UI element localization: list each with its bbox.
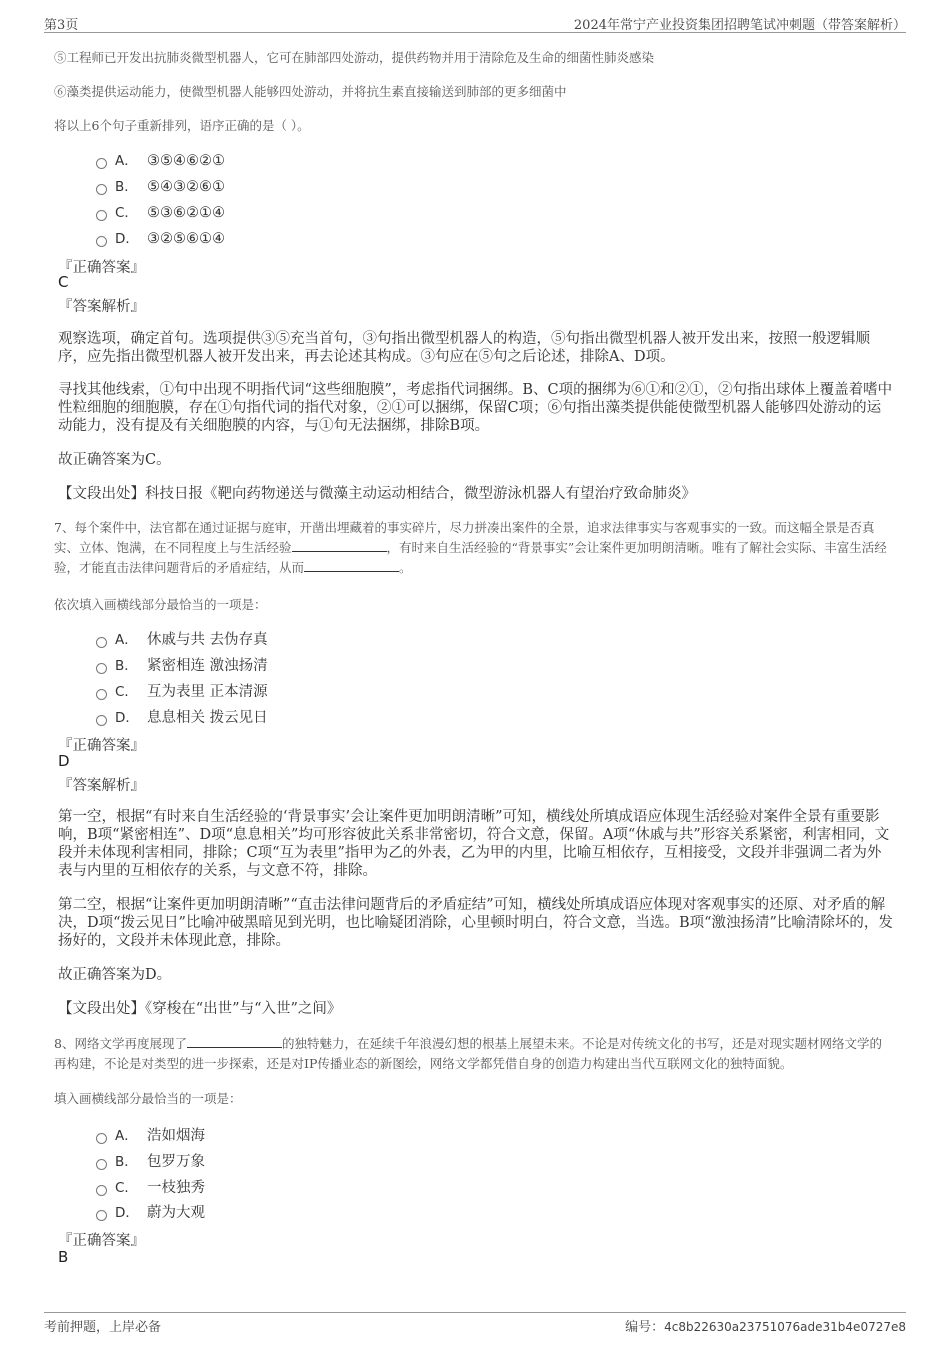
answer-value: B [58,1248,69,1266]
radio-icon[interactable] [96,158,107,169]
page-number: 第3页 [44,18,79,33]
radio-icon[interactable] [96,210,107,221]
fill-blank [292,540,387,552]
analysis-paragraph: 观察选项，确定首句。选项提供③⑤充当首句，③句指出微型机器人的构造，⑤句指出微型机器人被开发出来，按照一般逻辑顺序，应先指出微型机器人被开发出来，再去论述其构成。③句应在⑤句之后论述，排除A、D项。 [58,331,870,365]
radio-icon[interactable] [96,1159,107,1170]
option-a[interactable]: A． ③⑤④⑥②① [96,149,225,169]
radio-icon[interactable] [96,637,107,648]
radio-icon[interactable] [96,715,107,726]
fill-blank [187,1036,282,1048]
footer-slogan: 考前押题，上岸必备 [44,1320,162,1335]
question-stem: 8、网络文学再度展现了 的独特魅力，在延续千年浪漫幻想的根基上展望未来。不论是对传统文化的书写，还是对现实题材网络文学的再构建，不论是对类型的进一步探索，还是对IP传播业态的新图绘，网络文学都凭借自身的创造力构建出当代互联网文化的独特面貌。 [54,1036,882,1071]
document-code: 编号：4c8b22630a23751076ade31b4e0727e8 [625,1320,906,1335]
page-footer [44,1312,906,1336]
analysis-label: 『答案解析』 [58,299,145,315]
option-d[interactable]: D． ③②⑤⑥①④ [96,227,225,247]
radio-icon[interactable] [96,663,107,674]
answer-value: D [58,752,70,770]
question-prompt: 依次填入画横线部分最恰当的一项是： [54,597,267,612]
option-a[interactable]: A． 休戚与共 去伪存真 [96,628,268,649]
radio-icon[interactable] [96,689,107,700]
option-d[interactable]: D． 息息相关 拨云见日 [96,706,268,727]
option-c[interactable]: C． ⑤③⑥②①④ [96,201,225,221]
analysis-conclusion: 故正确答案为D。 [58,967,172,983]
radio-icon[interactable] [96,1185,107,1196]
sentence-5: ⑤工程师已开发出抗肺炎微型机器人，它可在肺部四处游动，提供药物并用于清除危及生命的细菌性肺炎感染 [54,50,655,65]
option-c[interactable]: C． 一枝独秀 [96,1176,205,1197]
document-title: 2024年常宁产业投资集团招聘笔试冲刺题（带答案解析） [573,18,906,33]
analysis-paragraph: 寻找其他线索，①句中出现不明指代词“这些细胞膜”，考虑指代词捆绑。B、C项的捆绑为⑥①和②①，②句指出球体上覆盖着嗜中性粒细胞的细胞膜，存在①句指代词的指代对象，②①可以捆绑，保留C项；⑥句指出藻类提供能使微型机器人能够四处游动的运动能力，没有提及有关细胞膜的内容，与①句无法捆绑，排除B项。 [58,382,893,434]
question-prompt: 填入画横线部分最恰当的一项是： [54,1091,242,1106]
radio-icon[interactable] [96,236,107,247]
source-citation: 【文段出处】《穿梭在“出世”与“入世”之间》 [58,1001,342,1017]
answer-value: C [58,273,69,291]
option-d[interactable]: D． 蔚为大观 [96,1201,205,1222]
option-b[interactable]: B． 紧密相连 激浊扬清 [96,654,268,675]
sentence-6: ⑥藻类提供运动能力，使微型机器人能够四处游动，并将抗生素直接输送到肺部的更多细菌中 [54,84,567,99]
answer-label: 『正确答案』 [58,1233,145,1249]
fill-blank [304,560,399,572]
option-c[interactable]: C． 互为表里 正本清源 [96,680,268,701]
radio-icon[interactable] [96,184,107,195]
option-b[interactable]: B． 包罗万象 [96,1150,205,1171]
radio-icon[interactable] [96,1210,107,1221]
analysis-label: 『答案解析』 [58,778,145,794]
question-stem: 7、每个案件中，法官都在通过证据与庭审，开凿出埋藏着的事实碎片，尽力拼凑出案件的全景，追求法律事实与客观事实的一致。而这幅全景是否真实、立体、饱满，在不同程度上与生活经验 ，有时来自生活经验的“背景事实”会让案件更加明朗清晰。唯有了解社会实际、丰富生活经验，才能直击法律问题背后的矛盾症结，从而 。 [54,520,887,575]
option-a[interactable]: A． 浩如烟海 [96,1124,205,1145]
option-b[interactable]: B． ⑤④③②⑥① [96,175,225,195]
analysis-paragraph: 第一空，根据“有时来自生活经验的‘背景事实’会让案件更加明朗清晰”可知，横线处所填成语应体现生活经验对案件全景有重要影响，B项“紧密相连”、D项“息息相关”均可形容彼此关系非常密切，符合文意，保留。A项“休戚与共”形容关系紧密，利害相同，文段并未体现利害相同，排除；C项“互为表里”指甲为乙的外表，乙为甲的内里，比喻互相依存，互相接受，文段并非强调二者为外表与内里的互相依存的关系，与文意不符，排除。 [58,809,890,879]
analysis-paragraph: 第二空，根据“让案件更加明朗清晰”“直击法律问题背后的矛盾症结”可知，横线处所填成语应体现对客观事实的还原、对矛盾的解决，D项“拨云见日”比喻冲破黑暗见到光明，也比喻疑团消除，心里顿时明白，符合文意，当选。B项“激浊扬清”比喻清除坏的，发扬好的，文段并未体现此意，排除。 [58,897,893,949]
answer-label: 『正确答案』 [58,738,145,754]
page-header [44,14,906,33]
source-citation: 【文段出处】科技日报《靶向药物递送与微藻主动运动相结合，微型游泳机器人有望治疗致命肺炎》 [58,486,696,502]
analysis-conclusion: 故正确答案为C。 [58,452,171,468]
radio-icon[interactable] [96,1133,107,1144]
question-prompt: 将以上6个句子重新排列，语序正确的是（ ）。 [54,118,310,133]
answer-label: 『正确答案』 [58,260,145,276]
